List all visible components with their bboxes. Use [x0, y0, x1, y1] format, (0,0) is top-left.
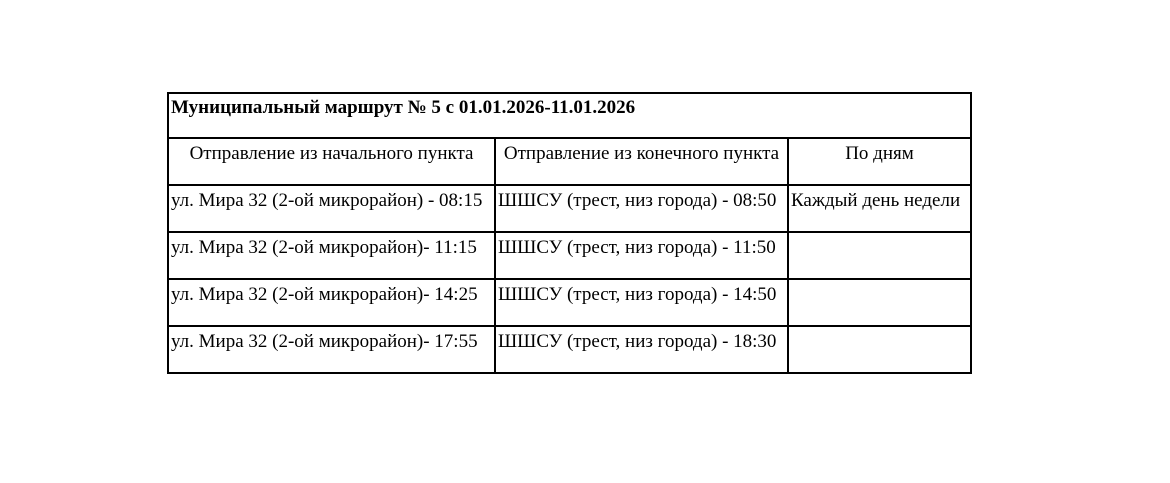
route-schedule-table — [167, 92, 972, 374]
table-cell-start: ул. Мира 32 (2-ой микрорайон)- 14:25 — [168, 279, 495, 326]
column-header-days: По дням — [788, 138, 971, 185]
table-cell-end: ШШСУ (трест, низ города) - 14:50 — [495, 279, 788, 326]
table-header-row — [168, 138, 971, 185]
table-cell-end: ШШСУ (трест, низ города) - 11:50 — [495, 232, 788, 279]
table-cell-days — [788, 232, 971, 279]
table-cell-start: ул. Мира 32 (2-ой микрорайон)- 17:55 — [168, 326, 495, 373]
table-cell-start: ул. Мира 32 (2-ой микрорайон)- 11:15 — [168, 232, 495, 279]
table-cell-end: ШШСУ (трест, низ города) - 08:50 — [495, 185, 788, 232]
table-row — [168, 232, 971, 279]
table-title: Муниципальный маршрут № 5 с 01.01.2026-11.01.2026 — [168, 93, 971, 138]
column-header-departure-end: Отправление из конечного пункта — [495, 138, 788, 185]
table-title-row — [168, 93, 971, 138]
table-cell-days — [788, 326, 971, 373]
table-row — [168, 279, 971, 326]
table-cell-start: ул. Мира 32 (2-ой микрорайон) - 08:15 — [168, 185, 495, 232]
table-cell-days — [788, 279, 971, 326]
table-cell-days: Каждый день недели — [788, 185, 971, 232]
column-header-departure-start: Отправление из начального пункта — [168, 138, 495, 185]
table-cell-end: ШШСУ (трест, низ города) - 18:30 — [495, 326, 788, 373]
table-row — [168, 185, 971, 232]
table-row — [168, 326, 971, 373]
